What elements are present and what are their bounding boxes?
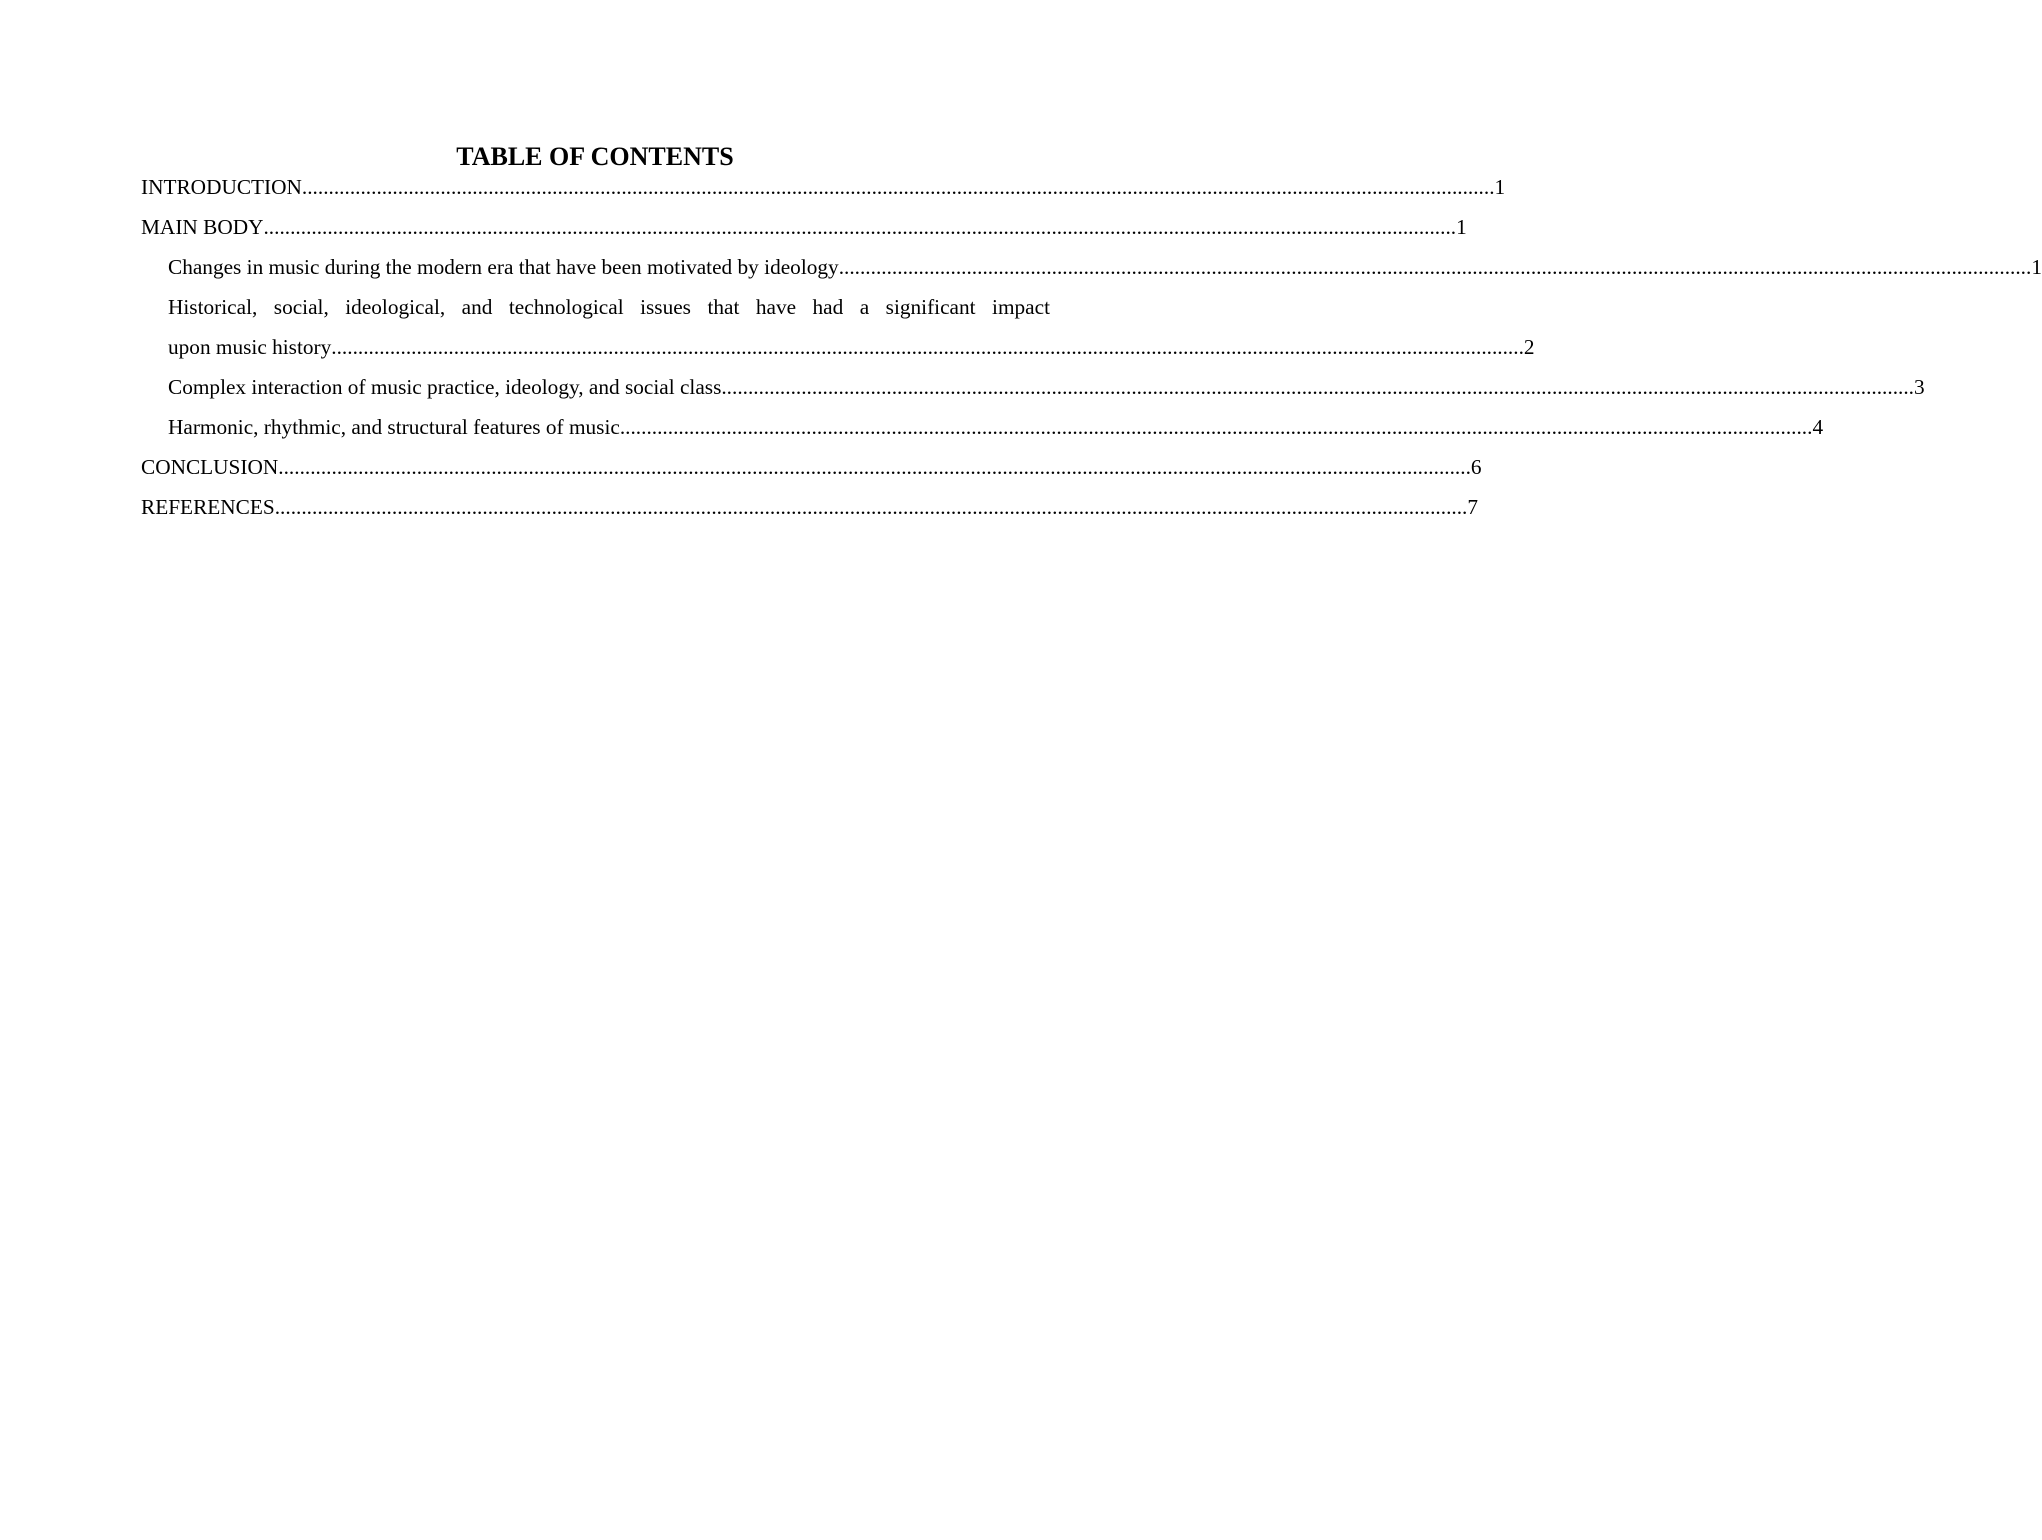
toc-page-number: 1: [2031, 255, 2042, 279]
toc-page-number: 4: [1812, 415, 1824, 439]
toc-leader-dots: ................................................................................................................................................................................................................................: [721, 375, 1914, 399]
toc-page-number: 3: [1913, 375, 1925, 399]
toc-entry-label-line-2: upon music history: [168, 335, 332, 359]
toc-entry-label: CONCLUSION: [141, 455, 279, 479]
toc-leader-dots: ................................................................................................................................................................................................................................: [301, 175, 1495, 199]
toc-entry-line-2: [168, 327, 1535, 367]
toc-leader-dots: ................................................................................................................................................................................................................................: [838, 255, 2032, 279]
toc-list: [141, 167, 2042, 527]
toc-entry-label: Harmonic, rhythmic, and structural features of music: [168, 415, 620, 439]
toc-entry-main-body[interactable]: [141, 207, 1467, 247]
toc-entry-conclusion[interactable]: [141, 447, 1482, 487]
toc-page-number: 1: [1494, 175, 1506, 199]
toc-leader-dots: ................................................................................................................................................................................................................................: [274, 495, 1468, 519]
toc-entry-label: Changes in music during the modern era that have been motivated by ideology: [168, 255, 839, 279]
toc-leader-dots: ................................................................................................................................................................................................................................: [619, 415, 1813, 439]
toc-title: TABLE OF CONTENTS: [456, 142, 734, 171]
toc-entry-complex-interaction[interactable]: [168, 367, 1925, 407]
toc-leader-dots: ................................................................................................................................................................................................................................: [331, 335, 1524, 359]
toc-page-number: 6: [1470, 455, 1482, 479]
toc-entry-changes-in-music[interactable]: [168, 247, 2042, 287]
toc-leader-dots: ................................................................................................................................................................................................................................: [263, 215, 1457, 239]
toc-entry-introduction[interactable]: [141, 167, 1506, 207]
toc-entry-label: REFERENCES: [141, 495, 275, 519]
toc-page-number: 2: [1523, 335, 1535, 359]
toc-leader-dots: ................................................................................................................................................................................................................................: [278, 455, 1471, 479]
toc-page-number: 1: [1456, 215, 1467, 239]
toc-entry-label: MAIN BODY: [141, 215, 264, 239]
toc-entry-harmonic-features[interactable]: [168, 407, 1824, 447]
toc-entry-references[interactable]: [141, 487, 1479, 527]
toc-entry-label-line-1: Historical, social, ideological, and technological issues that have had a significant impact: [168, 295, 1050, 319]
toc-entry-label: Complex interaction of music practice, ideology, and social class: [168, 375, 722, 399]
toc-entry-label: INTRODUCTION: [141, 175, 302, 199]
toc-entry-historical-issues[interactable]: [168, 287, 1535, 367]
toc-page-number: 7: [1467, 495, 1479, 519]
